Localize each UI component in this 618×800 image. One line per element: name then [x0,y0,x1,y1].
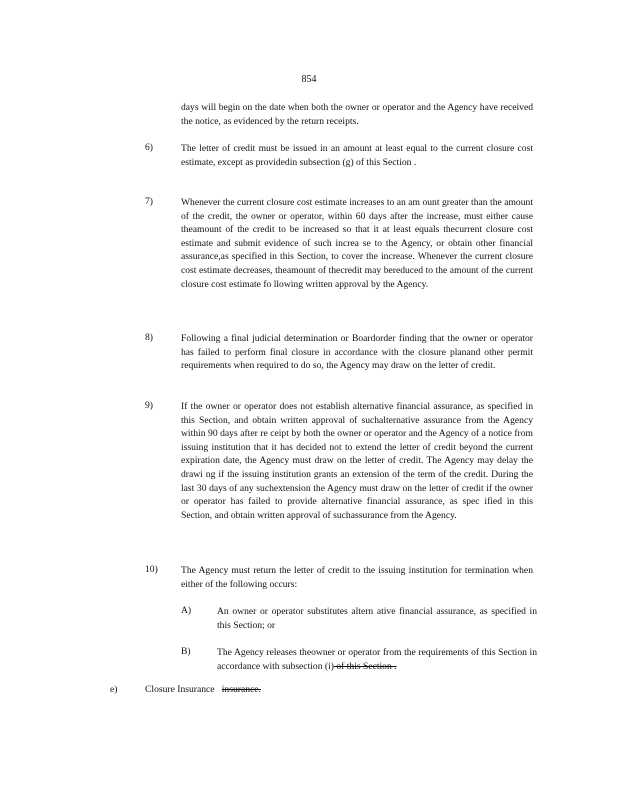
subitem-text-a: An owner or operator substitutes altern ative financial assurance, as specified in this Section; or [217,606,537,631]
item-text-7: Whenever the current closure cost estimate increases to an am ount greater than the amount of the credit, the owner or operator, within 60 days after the increase, must either cause theamount of the credit to be increased so that it at least equals thecurrent closure cost estimate and submit evidence of such increa se to the Agency, or obtain other financial assurance,as specified in this Section, to cover the increase. Whenever the current closure cost estimate decreases, theamount of thecredit may bereduced to the amount of the current closure cost estimate fo llowing written approval by the Agency. [181,197,533,290]
subitem-label-b: B) [181,646,191,657]
subitem-text-b-struck: of this Section . [333,660,397,672]
subitem-text-b-body: The Agency releases theowner or operator from the requirements of this Section in accordance with subsection (i) [217,647,537,672]
item-number-10: 10) [145,564,158,575]
section-title [145,684,261,695]
item-number-7: 7) [145,196,153,207]
item-number-6: 6) [145,142,153,153]
item-text-10: The Agency must return the letter of credit to the issuing institution for termination when either of the following occurs: [181,565,533,590]
continuation-text: days will begin on the date when both the owner or operator and the Agency have received the notice, as evidenced by the return receipts. [181,102,533,127]
subitem-label-a: A) [181,605,192,616]
item-number-8: 8) [145,332,153,343]
item-text-9: If the owner or operator does not establish alternative financial assurance, as specified in this Section, and obtain written approval of suchalternative assurance from the Agency within 90 days after re ceipt by both the owner or operator and the Agency of a notice from issuing institution that it has decided not to extend the letter of credit beyond the current expiration date, the Agency must draw on the letter of credit. The Agency may delay the drawi ng if the issuing institution grants an extension of the term of the credit. During the last 30 days of any suchextension the Agency must draw on the letter of credit if the owner or operator has failed to provide alternative financial assurance, as spec ified in this Section, and obtain written approval of suchassurance from the Agency. [181,401,533,521]
item-text-8: Following a final judicial determination or Boardorder finding that the owner or operator has failed to perform final closure in accordance with the closure planand other permit requirements when required to do so, the Agency may draw on the letter of credit. [181,333,533,372]
section-title-text: Closure Insurance [145,684,215,695]
section-letter: e) [110,684,118,695]
page-number: 854 [301,74,317,85]
section-title-struck: insurance. [221,684,261,695]
item-text-6: The letter of credit must be issued in an amount at least equal to the current closure cost estimate, except as providedin subsection (g) of this Section . [181,143,533,168]
subitem-text-b [217,646,537,673]
item-number-9: 9) [145,400,153,411]
